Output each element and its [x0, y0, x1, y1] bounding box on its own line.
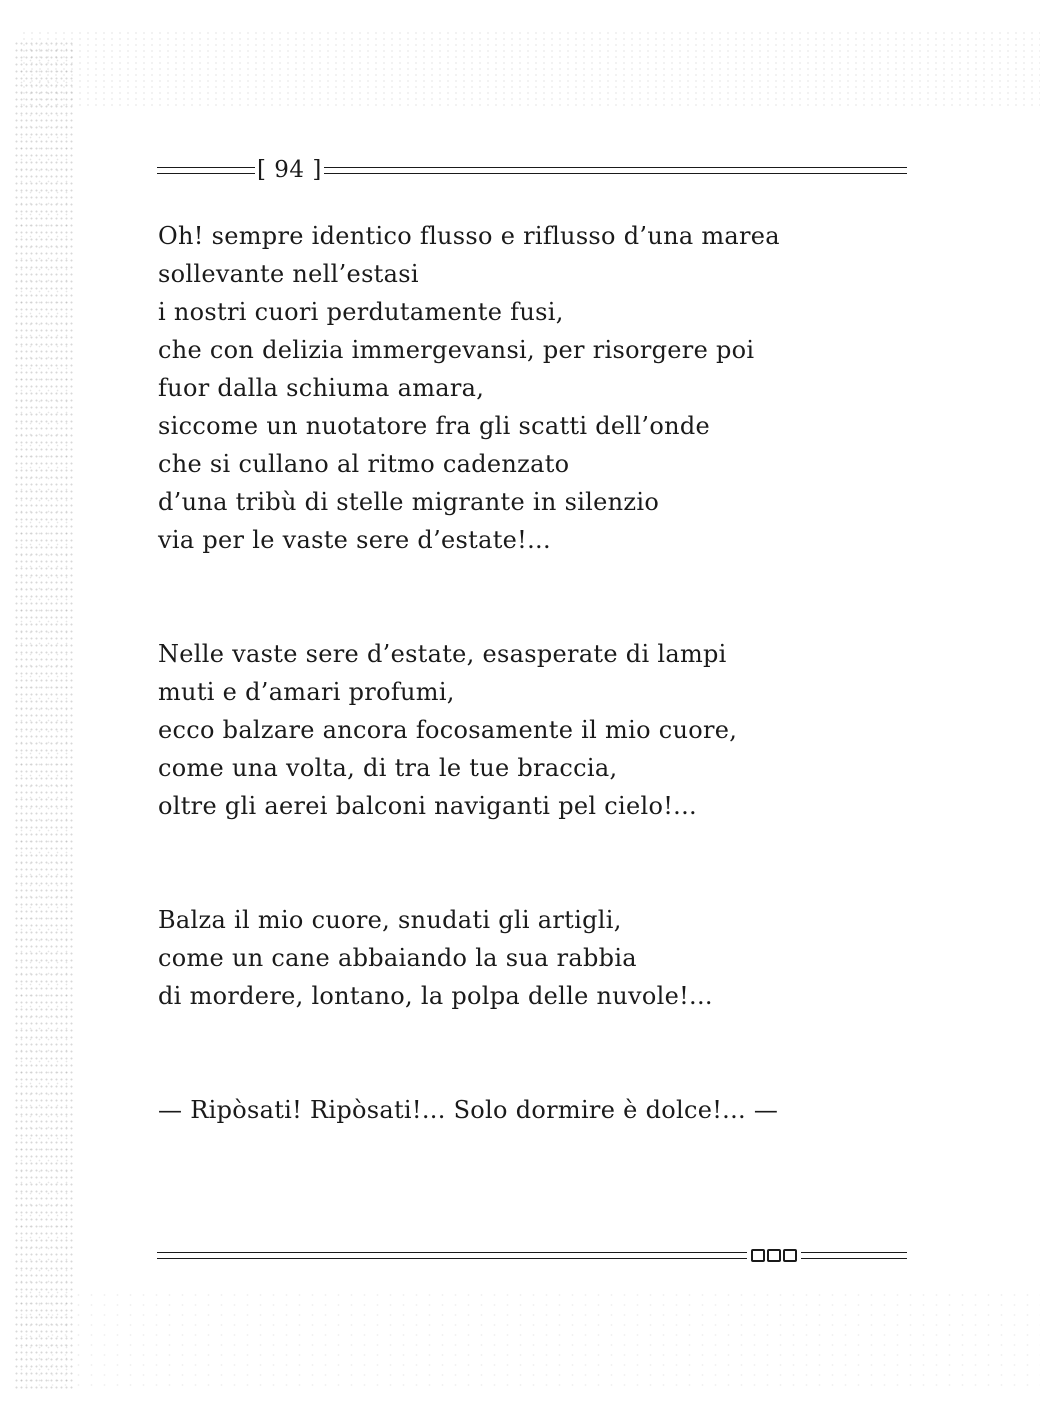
stanza-3 — [158, 901, 713, 1015]
scan-noise-left — [14, 40, 74, 1390]
poem-line: d’una tribù di stelle migrante in silenzio — [158, 488, 660, 516]
ornament-square — [751, 1249, 765, 1262]
scan-noise-top — [20, 30, 1040, 110]
poem-line: che con delizia immergevansi, per risorgere poi — [158, 336, 755, 364]
poem-line: di mordere, lontano, la polpa delle nuvole!... — [158, 982, 713, 1010]
stanza-1 — [158, 217, 780, 559]
header-rule-left — [157, 167, 255, 174]
three-square-ornament-icon — [747, 1249, 801, 1262]
stanza-4 — [158, 1091, 778, 1129]
poem-line: siccome un nuotatore fra gli scatti dell’onde — [158, 412, 710, 440]
ornament-square — [767, 1249, 781, 1262]
footer-rule-left — [157, 1252, 747, 1259]
poem-line: via per le vaste sere d’estate!... — [158, 526, 551, 554]
stanza-2 — [158, 635, 737, 825]
scan-noise-bottom — [20, 1290, 1040, 1390]
poem-line: fuor dalla schiuma amara, — [158, 374, 485, 402]
poem-line: Oh! sempre identico flusso e riflusso d’una marea — [158, 222, 780, 250]
page-header — [157, 157, 907, 183]
poem-line: che si cullano al ritmo cadenzato — [158, 450, 570, 478]
poem-line: Nelle vaste sere d’estate, esasperate di lampi — [158, 640, 727, 668]
poem-line: oltre gli aerei balconi naviganti pel cielo!... — [158, 792, 697, 820]
poem-line: sollevante nell’estasi — [158, 260, 419, 288]
poem-line: Balza il mio cuore, snudati gli artigli, — [158, 906, 622, 934]
poem-line: come un cane abbaiando la sua rabbia — [158, 944, 637, 972]
poem-line: — Ripòsati! Ripòsati!... Solo dormire è dolce!... — — [158, 1096, 779, 1124]
poem-line: i nostri cuori perdutamente fusi, — [158, 298, 564, 326]
footer-rule-right — [801, 1252, 907, 1259]
page-number: [ 94 ] — [257, 157, 322, 183]
ornament-square — [783, 1249, 797, 1262]
header-rule-right — [324, 167, 907, 174]
page-footer — [157, 1244, 907, 1266]
poem-line: ecco balzare ancora focosamente il mio cuore, — [158, 716, 738, 744]
poem-line: come una volta, di tra le tue braccia, — [158, 754, 618, 782]
poem-line: muti e d’amari profumi, — [158, 678, 455, 706]
